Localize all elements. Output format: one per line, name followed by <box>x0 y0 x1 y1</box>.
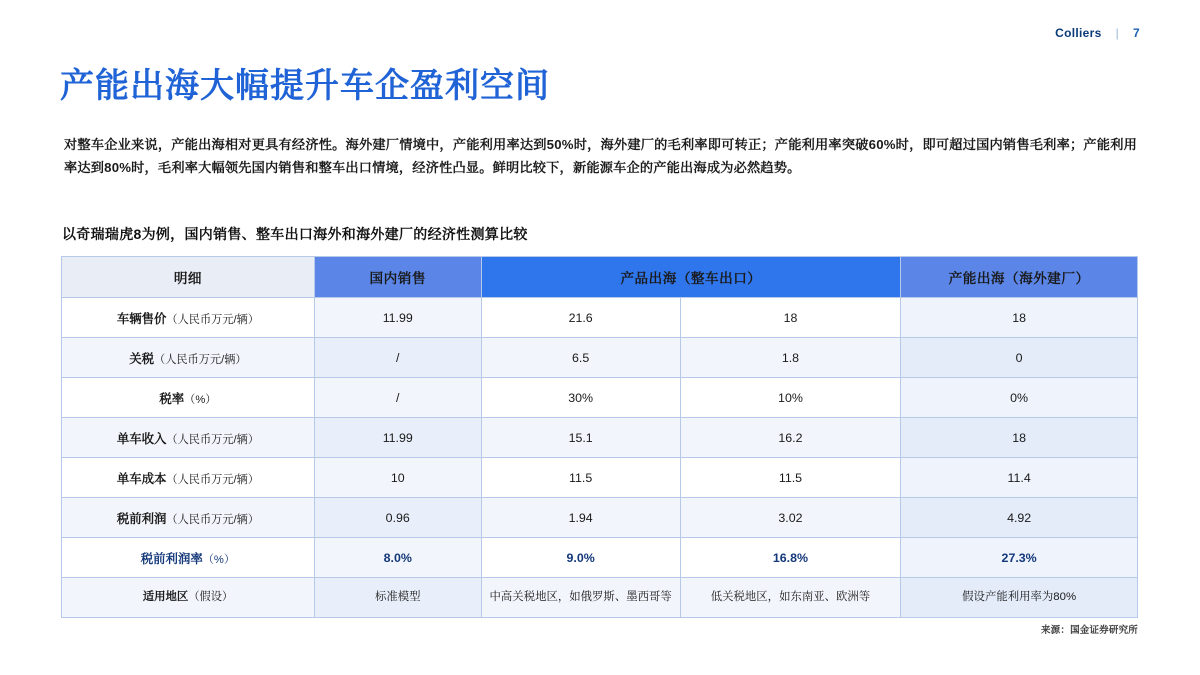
row-label-cell <box>62 298 315 338</box>
economics-table <box>61 256 1138 618</box>
page-title: 产能出海大幅提升车企盈利空间 <box>60 67 550 105</box>
table-caption: 以奇瑞瑞虎8为例，国内销售、整车出口海外和海外建厂的经济性测算比较 <box>62 226 528 242</box>
row-label-unit: （假设） <box>188 591 234 603</box>
table-row <box>62 498 1138 538</box>
brand-label: Colliers <box>1055 26 1102 40</box>
row-label-cell <box>62 498 315 538</box>
cell-export-a: 6.5 <box>481 338 680 378</box>
column-header-detail: 明细 <box>62 257 315 298</box>
row-label-cell <box>62 458 315 498</box>
row-label-cell <box>62 578 315 618</box>
cell-export-a: 中高关税地区，如俄罗斯、墨西哥等 <box>481 578 680 618</box>
row-label-main: 单车成本 <box>116 471 167 486</box>
cell-overseas: 18 <box>901 298 1138 338</box>
page-header <box>1055 26 1140 40</box>
cell-export-a: 15.1 <box>481 418 680 458</box>
row-label-unit: （人民币万元/辆） <box>166 473 260 486</box>
table-row <box>62 378 1138 418</box>
row-label-main: 适用地区 <box>142 591 189 603</box>
row-label-main: 单车收入 <box>116 431 167 446</box>
row-label-main: 车辆售价 <box>116 311 167 326</box>
body-paragraph: 对整车企业来说，产能出海相对更具有经济性。海外建厂情境中，产能利用率达到50%时，海外建厂的毛利率即可转正；产能利用率突破60%时，即可超过国内销售毛利率；产能利用率达到80%时，毛利率大幅领先国内销售和整车出口情境，经济性凸显。鲜明比较下，新能源车企的产能出海成为必然趋势。 <box>64 137 1137 175</box>
cell-overseas: 27.3% <box>901 538 1138 578</box>
table-row <box>62 418 1138 458</box>
cell-export-b: 低关税地区，如东南亚、欧洲等 <box>680 578 901 618</box>
source-note: 来源：国金证券研究所 <box>1040 625 1138 636</box>
table-row <box>62 538 1138 578</box>
cell-export-b: 16.2 <box>680 418 901 458</box>
header-divider: | <box>1115 26 1120 40</box>
row-label-main: 关税 <box>129 351 155 366</box>
column-header-export: 产品出海（整车出口） <box>481 257 901 298</box>
table-row <box>62 298 1138 338</box>
cell-export-a: 30% <box>481 378 680 418</box>
cell-overseas: 11.4 <box>901 458 1138 498</box>
cell-overseas: 0% <box>901 378 1138 418</box>
cell-export-a: 21.6 <box>481 298 680 338</box>
cell-export-a: 11.5 <box>481 458 680 498</box>
row-label-unit: （%） <box>184 393 217 406</box>
row-label-cell <box>62 338 315 378</box>
cell-export-b: 10% <box>680 378 901 418</box>
table-row <box>62 338 1138 378</box>
cell-export-a: 1.94 <box>481 498 680 538</box>
row-label-main: 税前利润率 <box>140 551 203 566</box>
table-row <box>62 458 1138 498</box>
cell-export-b: 1.8 <box>680 338 901 378</box>
row-label-unit: （人民币万元/辆） <box>166 433 260 446</box>
row-label-cell <box>62 418 315 458</box>
cell-domestic: / <box>314 378 481 418</box>
column-header-domestic: 国内销售 <box>314 257 481 298</box>
cell-export-b: 3.02 <box>680 498 901 538</box>
page-number: 7 <box>1133 26 1140 40</box>
economics-table-container <box>61 256 1138 618</box>
cell-domestic: 8.0% <box>314 538 481 578</box>
row-label-main: 税前利润 <box>116 511 167 526</box>
column-header-overseas: 产能出海（海外建厂） <box>901 257 1138 298</box>
cell-overseas: 4.92 <box>901 498 1138 538</box>
cell-export-a: 9.0% <box>481 538 680 578</box>
row-label-unit: （人民币万元/辆） <box>166 513 260 526</box>
table-header-row <box>62 257 1138 298</box>
row-label-cell <box>62 538 315 578</box>
cell-overseas: 假设产能利用率为80% <box>901 578 1138 618</box>
cell-export-b: 18 <box>680 298 901 338</box>
cell-export-b: 16.8% <box>680 538 901 578</box>
cell-domestic: / <box>314 338 481 378</box>
row-label-main: 税率 <box>159 391 185 406</box>
row-label-unit: （人民币万元/辆） <box>154 353 247 366</box>
cell-domestic: 0.96 <box>314 498 481 538</box>
table-row <box>62 578 1138 618</box>
row-label-cell <box>62 378 315 418</box>
cell-domestic: 11.99 <box>314 298 481 338</box>
cell-domestic: 11.99 <box>314 418 481 458</box>
row-label-unit: （%） <box>202 553 236 566</box>
cell-domestic: 标准模型 <box>314 578 481 618</box>
cell-overseas: 18 <box>901 418 1138 458</box>
row-label-unit: （人民币万元/辆） <box>166 313 260 326</box>
cell-domestic: 10 <box>314 458 481 498</box>
cell-overseas: 0 <box>901 338 1138 378</box>
cell-export-b: 11.5 <box>680 458 901 498</box>
